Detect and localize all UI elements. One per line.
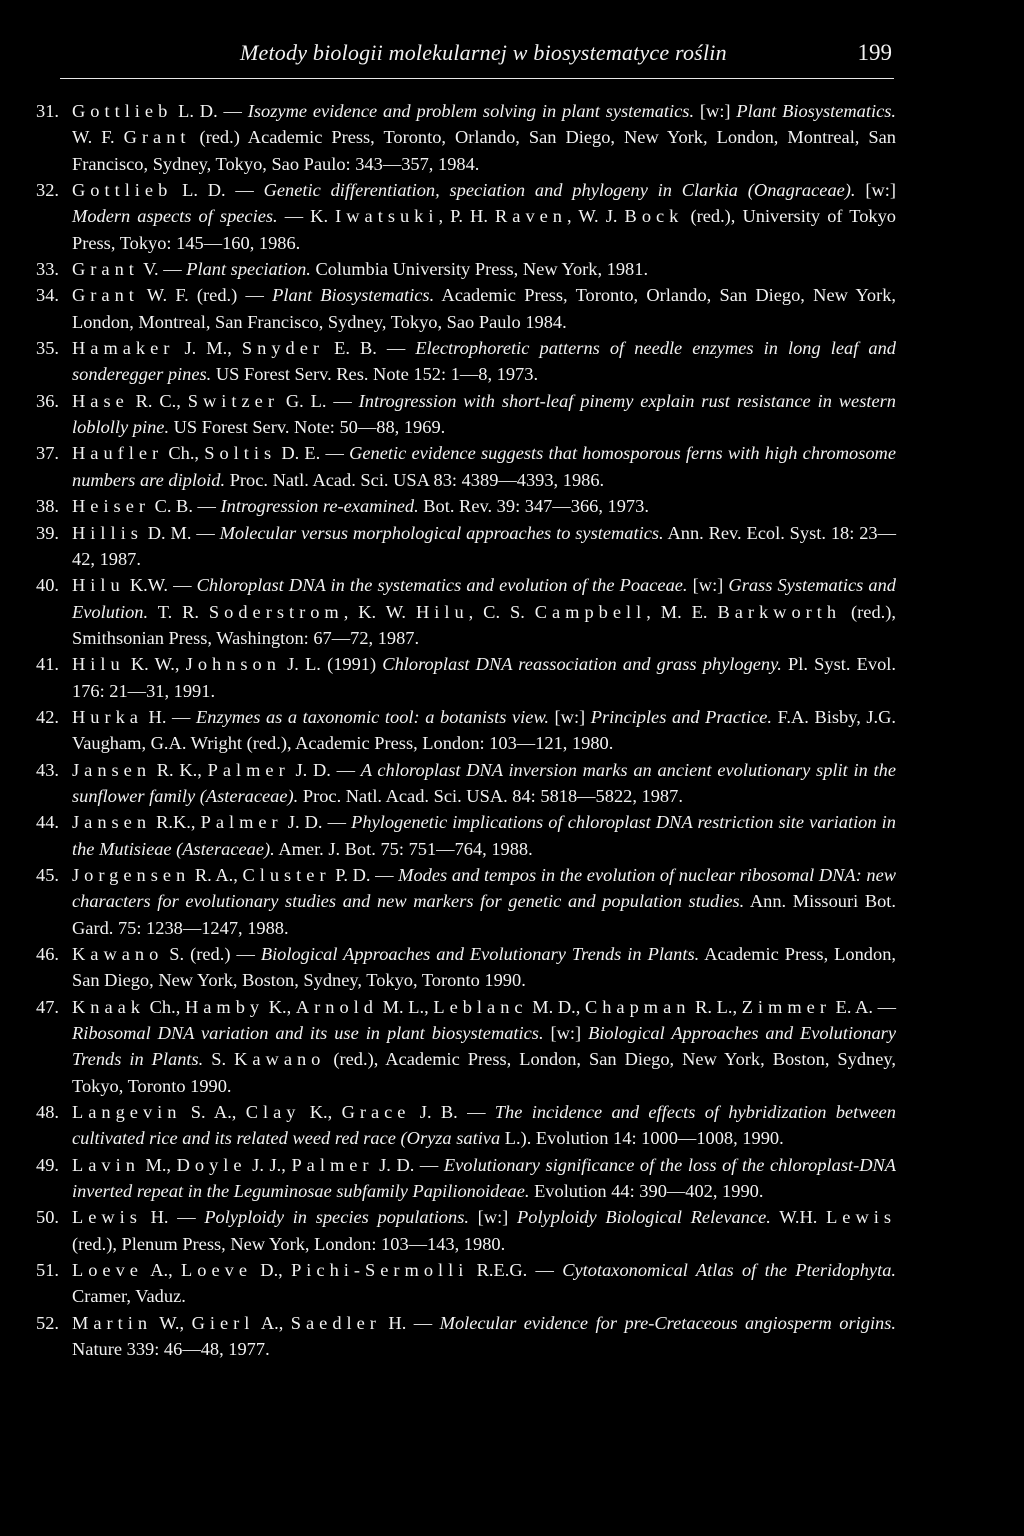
reference-text: [w:] xyxy=(543,1023,589,1044)
reference-text: H. — xyxy=(380,1312,440,1333)
author-name: Hamaker xyxy=(72,338,175,359)
reference-text: D. E. — xyxy=(276,443,350,464)
reference-entry xyxy=(36,388,896,441)
reference-text: V. — xyxy=(138,259,187,280)
reference-text: Academic Press, Toronto, Orlando, San Diego, New York, London, Montreal, San Francisco, Sydney, Tokyo, Sao Paulo 1984. xyxy=(72,285,897,332)
reference-text: , C. S. xyxy=(468,601,535,622)
reference-text: D., xyxy=(251,1260,292,1281)
reference-number: 39. xyxy=(36,522,59,543)
author-name: Kawano xyxy=(234,1049,326,1070)
reference-text: S. (red.) — xyxy=(163,944,261,964)
reference-text: (red.), Plenum Press, New York, London: 103—143, 1980. xyxy=(72,1233,506,1254)
author-name: Pichi-Sermolli xyxy=(291,1260,469,1281)
reference-entry xyxy=(36,98,896,177)
work-title: Grass Systematics and Evolution. xyxy=(72,575,896,622)
author-name: Loeve xyxy=(72,1260,143,1281)
reference-text: W., xyxy=(152,1312,192,1333)
work-title: Modern aspects of species. xyxy=(72,206,278,227)
reference-text: R.K., xyxy=(151,812,201,833)
reference-number: 52. xyxy=(36,1312,59,1333)
reference-text: R. L., xyxy=(690,996,742,1017)
author-name: Cluster xyxy=(242,864,331,885)
reference-text: US Forest Serv. Note: 50—88, 1969. xyxy=(169,417,446,438)
reference-number: 46. xyxy=(36,944,59,964)
work-title: Introgression re-examined. xyxy=(220,496,419,517)
author-name: Martin xyxy=(72,1312,153,1333)
work-title: Principles and Practice. xyxy=(590,706,773,727)
work-title: Enzymes as a taxonomic tool: a botanists view. xyxy=(196,706,549,727)
author-name: Campbell xyxy=(534,601,647,622)
reference-text: S. xyxy=(203,1049,235,1070)
author-name: Hase xyxy=(72,390,129,411)
author-name: Chapman xyxy=(584,996,691,1017)
reference-text: E. B. — xyxy=(324,338,416,359)
work-title: The incidence and effects of hybridization between cultivated rice and its related weed red race (Oryza sativa xyxy=(72,1102,896,1149)
reference-number: 50. xyxy=(36,1207,59,1228)
reference-text: P. D. — xyxy=(330,864,399,885)
author-name: Grant xyxy=(123,127,191,148)
reference-text: Ch., xyxy=(145,996,185,1017)
reference-number: 42. xyxy=(36,706,59,727)
reference-entry xyxy=(36,1310,896,1363)
reference-text: (red.), Academic Press, London, San Diego, New York, Boston, Sydney, Tokyo, Toronto 1990. xyxy=(72,1049,896,1096)
work-title: Polyploidy Biological Relevance. xyxy=(517,1207,771,1228)
reference-text: Nature 339: 46—48, 1977. xyxy=(72,1339,270,1360)
author-name: Lewis xyxy=(72,1207,142,1228)
author-name: Johnson xyxy=(185,654,281,675)
reference-text: (red.), Smithsonian Press, Washington: 67—72, 1987. xyxy=(72,601,896,648)
reference-text: M. L., xyxy=(378,996,434,1017)
work-title: Plant speciation. xyxy=(186,259,311,280)
reference-text: M., xyxy=(139,1154,177,1175)
reference-text: W.H. xyxy=(770,1207,827,1228)
reference-entry xyxy=(36,493,896,519)
author-name: Switzer xyxy=(187,390,279,411)
reference-text: R. A., xyxy=(190,864,243,885)
reference-text: W. F. (red.) — xyxy=(138,285,273,306)
reference-text: D. M. — xyxy=(142,522,220,543)
reference-text: Academic Press, London, San Diego, New York, Boston, Sydney, Tokyo, Toronto 1990. xyxy=(72,944,896,991)
reference-text: , P. H. xyxy=(438,206,496,227)
work-title: Biological Approaches and Evolutionary Trends in Plants. xyxy=(260,944,700,964)
author-name: Palmer xyxy=(291,1154,374,1175)
reference-number: 32. xyxy=(36,180,59,201)
reference-text: R. K., xyxy=(151,759,208,780)
reference-list xyxy=(36,98,896,1363)
reference-number: 49. xyxy=(36,1154,59,1175)
reference-text: K., xyxy=(264,996,296,1017)
reference-entry xyxy=(36,651,896,704)
author-name: Hilu xyxy=(415,601,469,622)
reference-text: Proc. Natl. Acad. Sci. USA 83: 4389—4393, 1986. xyxy=(225,469,605,490)
reference-text: [w:] xyxy=(468,1207,518,1228)
running-header xyxy=(60,38,894,79)
work-title: Plant Biosystematics. xyxy=(736,101,896,121)
page-number: 199 xyxy=(857,40,892,65)
reference-text: Ch., xyxy=(163,443,205,464)
author-name: Langevin xyxy=(72,1102,182,1123)
author-name: Hamby xyxy=(184,996,265,1017)
author-name: Palmer xyxy=(207,759,290,780)
reference-entry xyxy=(36,335,896,388)
reference-number: 41. xyxy=(36,654,59,675)
author-name: Raven xyxy=(495,206,567,227)
author-name: Arnold xyxy=(295,996,378,1017)
work-title: Chloroplast DNA in the systematics and evolution of the Poaceae. xyxy=(196,575,688,596)
reference-entry xyxy=(36,1257,896,1310)
reference-text: [w:] xyxy=(687,575,729,596)
reference-text: [w:] xyxy=(548,706,591,727)
author-name: Zimmer xyxy=(741,996,831,1017)
reference-text: F.A. Bisby, J.G. Vaugham, G.A. Wright (red.), Academic Press, London: 103—121, 1980. xyxy=(72,706,897,754)
reference-entry xyxy=(36,1152,896,1205)
work-title: Modes and tempos in the evolution of nuclear ribosomal DNA: new characters for evolutionary studies and new markers for genetic and population studies. xyxy=(72,864,896,912)
reference-entry xyxy=(36,1204,896,1257)
author-name: Bock xyxy=(624,206,684,227)
work-title: Genetic evidence suggests that homosporous ferns with high chromosome numbers are diploid. xyxy=(72,443,896,490)
reference-text: L.). Evolution 14: 1000—1008, 1990. xyxy=(500,1128,784,1149)
reference-number: 35. xyxy=(36,338,59,359)
reference-entry xyxy=(36,282,896,335)
reference-text: J. D. — xyxy=(373,1154,444,1175)
reference-text: , W. J. xyxy=(567,206,625,227)
reference-number: 45. xyxy=(36,864,59,885)
author-name: Hillis xyxy=(72,522,143,543)
reference-entry xyxy=(36,177,896,256)
reference-text: [w:] xyxy=(694,101,737,121)
reference-text: L. D. — xyxy=(172,180,264,201)
author-name: Jorgensen xyxy=(72,864,191,885)
reference-entry xyxy=(36,572,896,651)
work-title: Polyploidy in species populations. xyxy=(204,1207,469,1228)
reference-text: — K. xyxy=(277,206,336,227)
author-name: Soltis xyxy=(204,443,277,464)
reference-text: R. C., xyxy=(128,390,188,411)
author-name: Barkworth xyxy=(717,601,842,622)
work-title: Genetic differentiation, speciation and phylogeny in Clarkia (Onagraceae). xyxy=(263,180,856,201)
reference-text: Pl. Syst. Evol. 176: 21—31, 1991. xyxy=(72,654,896,701)
reference-text: A., xyxy=(142,1260,182,1281)
work-title: Cytotaxonomical Atlas of the Pteridophyta. xyxy=(562,1260,896,1281)
reference-text: H. — xyxy=(141,1207,205,1228)
reference-number: 36. xyxy=(36,390,59,411)
work-title: Isozyme evidence and problem solving in plant systematics. xyxy=(247,101,695,121)
reference-text: J. M., xyxy=(174,338,242,359)
reference-number: 47. xyxy=(36,996,59,1017)
reference-text: E. A. — xyxy=(830,996,896,1017)
reference-entry xyxy=(36,757,896,810)
work-title: Plant Biosystematics. xyxy=(272,285,435,306)
author-name: Grant xyxy=(72,285,139,306)
reference-text: J. B. — xyxy=(410,1102,495,1123)
reference-text: US Forest Serv. Res. Note 152: 1—8, 1973. xyxy=(211,364,539,385)
reference-text: [w:] xyxy=(855,180,896,201)
reference-entry xyxy=(36,809,896,862)
author-name: Loeve xyxy=(181,1260,252,1281)
reference-number: 51. xyxy=(36,1260,59,1281)
reference-text: Ann. Rev. Ecol. Syst. 18: 23—42, 1987. xyxy=(72,522,896,569)
author-name: Gottlieb xyxy=(72,101,173,121)
author-name: Jansen xyxy=(72,759,152,780)
reference-text: K. W., xyxy=(124,654,186,675)
work-title: Evolutionary significance of the loss of the chloroplast-DNA inverted repeat in the Leguminosae subfamily Papilionoideae. xyxy=(72,1154,897,1202)
work-title: Chloroplast DNA reassociation and grass phylogeny. xyxy=(382,654,782,675)
reference-text: K., xyxy=(300,1102,342,1123)
reference-entry xyxy=(36,1099,896,1152)
author-name: Clay xyxy=(245,1102,301,1123)
reference-text: A., xyxy=(254,1312,291,1333)
reference-text: Bot. Rev. 39: 347—366, 1973. xyxy=(418,496,649,517)
work-title: Molecular versus morphological approaches to systematics. xyxy=(219,522,664,543)
reference-text: M. D., xyxy=(527,996,585,1017)
reference-text: J. L. (1991) xyxy=(280,654,383,675)
reference-entry xyxy=(36,440,896,493)
reference-entry xyxy=(36,704,896,757)
reference-number: 33. xyxy=(36,259,59,280)
author-name: Gierl xyxy=(191,1312,255,1333)
author-name: Hurka xyxy=(72,706,143,727)
reference-text: , K. W. xyxy=(343,601,416,622)
reference-text: J. D. — xyxy=(282,812,352,833)
reference-text: J. D. — xyxy=(289,759,361,780)
work-title: Molecular evidence for pre-Cretaceous angiosperm origins. xyxy=(439,1312,897,1333)
author-name: Saedler xyxy=(290,1312,381,1333)
author-name: Hilu xyxy=(72,654,125,675)
reference-text: H. — xyxy=(142,706,197,727)
author-name: Lavin xyxy=(72,1154,140,1175)
reference-text: L. D. — xyxy=(172,101,248,121)
work-title: A chloroplast DNA inversion marks an ancient evolutionary split in the sunflower family (Asteraceae). xyxy=(72,759,897,806)
author-name: Iwatsuki xyxy=(335,206,439,227)
reference-text: , M. E. xyxy=(646,601,718,622)
work-title: Introgression with short-leaf pinemy explain rust resistance in western loblolly pine. xyxy=(72,390,897,438)
author-name: Knaak xyxy=(72,996,145,1017)
reference-text: Proc. Natl. Acad. Sci. USA. 84: 5818—5822, 1987. xyxy=(298,785,683,806)
author-name: Doyle xyxy=(176,1154,247,1175)
reference-text: C. B. — xyxy=(150,496,221,517)
reference-text: Cramer, Vaduz. xyxy=(72,1286,186,1307)
author-name: Gottlieb xyxy=(72,180,173,201)
reference-entry xyxy=(36,941,896,994)
reference-text: Ann. Missouri Bot. Gard. 75: 1238—1247, 1988. xyxy=(72,891,897,938)
reference-entry xyxy=(36,994,896,1099)
author-name: Leblanc xyxy=(433,996,528,1017)
author-name: Palmer xyxy=(200,812,283,833)
reference-number: 44. xyxy=(36,812,59,833)
work-title: Biological Approaches and Evolutionary Trends in Plants. xyxy=(72,1023,896,1070)
reference-text: (red.) Academic Press, Toronto, Orlando, San Diego, New York, London, Montreal, San Francisco, Sydney, Tokyo, Sao Paulo: 343—357, 1984. xyxy=(72,127,896,174)
author-name: Haufler xyxy=(72,443,164,464)
reference-text: Amer. J. Bot. 75: 751—764, 1988. xyxy=(274,838,533,859)
reference-number: 40. xyxy=(36,575,59,596)
reference-text: R.E.G. — xyxy=(468,1260,563,1281)
reference-number: 48. xyxy=(36,1102,59,1123)
author-name: Hilu xyxy=(72,575,125,596)
author-name: Snyder xyxy=(241,338,325,359)
author-name: Grace xyxy=(341,1102,411,1123)
work-title: Ribosomal DNA variation and its use in plant biosystematics. xyxy=(72,1023,544,1044)
reference-number: 37. xyxy=(36,443,59,464)
author-name: Grant xyxy=(72,259,139,280)
author-name: Lewis xyxy=(826,1207,897,1228)
header-title: Metody biologii molekularnej w biosystematyce roślin xyxy=(240,40,727,65)
author-name: Jansen xyxy=(72,812,152,833)
author-name: Soderstrom xyxy=(208,601,344,622)
reference-text: J. J., xyxy=(246,1154,292,1175)
reference-entry xyxy=(36,862,896,941)
reference-number: 38. xyxy=(36,496,59,517)
reference-text: W. F. xyxy=(72,127,124,148)
author-name: Kawano xyxy=(72,944,164,964)
reference-text: (red.), University of Tokyo Press, Tokyo: 145—160, 1986. xyxy=(72,206,896,253)
reference-number: 34. xyxy=(36,285,59,306)
reference-text: S. A., xyxy=(181,1102,246,1123)
reference-entry xyxy=(36,256,896,282)
reference-text: Columbia University Press, New York, 1981. xyxy=(310,259,649,280)
reference-text: G. L. — xyxy=(278,390,359,411)
author-name: Heiser xyxy=(72,496,150,517)
work-title: Electrophoretic patterns of needle enzymes in long leaf and sonderegger pines. xyxy=(72,338,896,385)
reference-number: 31. xyxy=(36,101,59,121)
reference-number: 43. xyxy=(36,759,59,780)
reference-text: T. R. xyxy=(148,601,209,622)
work-title: Phylogenetic implications of chloroplast DNA restriction site variation in the Mutisieae (Asteraceae). xyxy=(72,812,896,859)
reference-text: K.W. — xyxy=(124,575,197,596)
reference-entry xyxy=(36,520,896,573)
reference-text: Evolution 44: 390—402, 1990. xyxy=(529,1181,764,1202)
